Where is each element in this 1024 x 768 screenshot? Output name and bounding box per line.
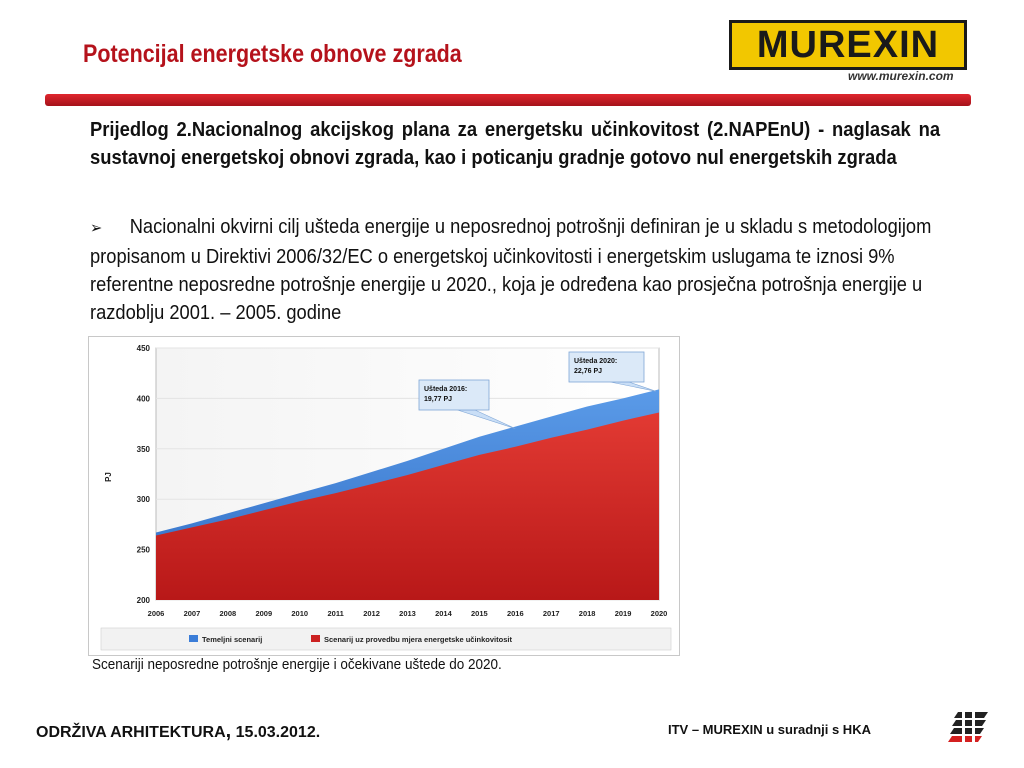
x-tick-label: 2013	[399, 609, 416, 618]
annotation-box	[569, 352, 644, 382]
y-tick-label: 300	[136, 495, 150, 505]
chart-caption: Scenariji neposredne potrošnje energije i očekivane uštede do 2020.	[92, 656, 502, 673]
x-tick-label: 2014	[435, 609, 452, 618]
y-tick-label: 450	[136, 344, 150, 353]
page-title: Potencijal energetske obnove zgrada	[83, 40, 462, 68]
x-tick-label: 2011	[327, 609, 344, 618]
footer-right: ITV – MUREXIN u suradnji s HKA	[668, 722, 871, 737]
legend-label-mjere: Scenarij uz provedbu mjera energetske učinkovitosit	[324, 635, 512, 644]
x-tick-label: 2006	[147, 609, 165, 618]
header-divider	[45, 94, 971, 106]
legend-label-temeljni: Temeljni scenarij	[202, 635, 263, 644]
x-tick-label: 2019	[614, 609, 632, 618]
hka-logo-icon	[944, 710, 990, 746]
x-tick-label: 2020	[650, 609, 668, 618]
bullet-text: Nacionalni okvirni cilj ušteda energije u neposrednoj potrošnji definiran je u skladu s metodologijom propisanom u Direktivi 2006/32/EC o energetskoj učinkovitosti i energetskim uslugama te iznosi 9% referentne neposredne potrošnje energije u 2020., koja je određena kao prosječna potrošnja energije u razdoblju 2001. – 2005. godine	[90, 216, 932, 324]
energy-chart-svg	[89, 337, 681, 657]
murexin-logo	[729, 20, 967, 70]
x-tick-label: 2015	[471, 609, 488, 618]
y-tick-label: 400	[136, 394, 150, 404]
energy-chart	[88, 336, 680, 656]
x-tick-label: 2017	[542, 609, 560, 618]
legend-swatch-temeljni	[189, 635, 198, 642]
footer-date: 15.03.2012.	[235, 724, 321, 741]
logo-url: www.murexin.com	[848, 69, 954, 83]
footer-separator: ,	[225, 720, 232, 742]
bullet-paragraph	[90, 213, 941, 327]
x-tick-label: 2009	[255, 609, 273, 618]
annotation-line1: Ušteda 2016:	[424, 386, 468, 393]
y-tick-label: 350	[136, 444, 150, 454]
intro-paragraph: Prijedlog 2.Nacionalnog akcijskog plana za energetsku učinkovitost (2.NAPEnU) - naglasak na sustavnoj energetskoj obnovi zgrada, kao i poticanju gradnje gotovo nul energetskih zgrada	[90, 119, 941, 169]
x-tick-label: 2008	[219, 609, 237, 618]
x-tick-label: 2018	[578, 609, 596, 618]
footer-event: ODRŽIVA ARHITEKTURA	[36, 724, 226, 741]
annotation-line1: Ušteda 2020:	[574, 358, 618, 365]
annotation-line2: 22,76 PJ	[574, 368, 603, 375]
annotation-box	[419, 380, 489, 410]
legend-swatch-mjere	[311, 635, 320, 642]
footer-left	[36, 720, 320, 743]
x-tick-label: 2010	[291, 609, 309, 618]
arrow-bullet-icon: ➢	[90, 220, 103, 237]
y-axis-label: PJ	[104, 472, 113, 482]
y-tick-label: 250	[136, 545, 150, 555]
x-tick-label: 2016	[506, 609, 524, 618]
x-tick-label: 2007	[183, 609, 201, 618]
logo-text: MUREXIN	[756, 23, 940, 66]
y-tick-label: 200	[136, 596, 150, 605]
x-tick-label: 2012	[363, 609, 380, 618]
annotation-line2: 19,77 PJ	[424, 396, 453, 403]
